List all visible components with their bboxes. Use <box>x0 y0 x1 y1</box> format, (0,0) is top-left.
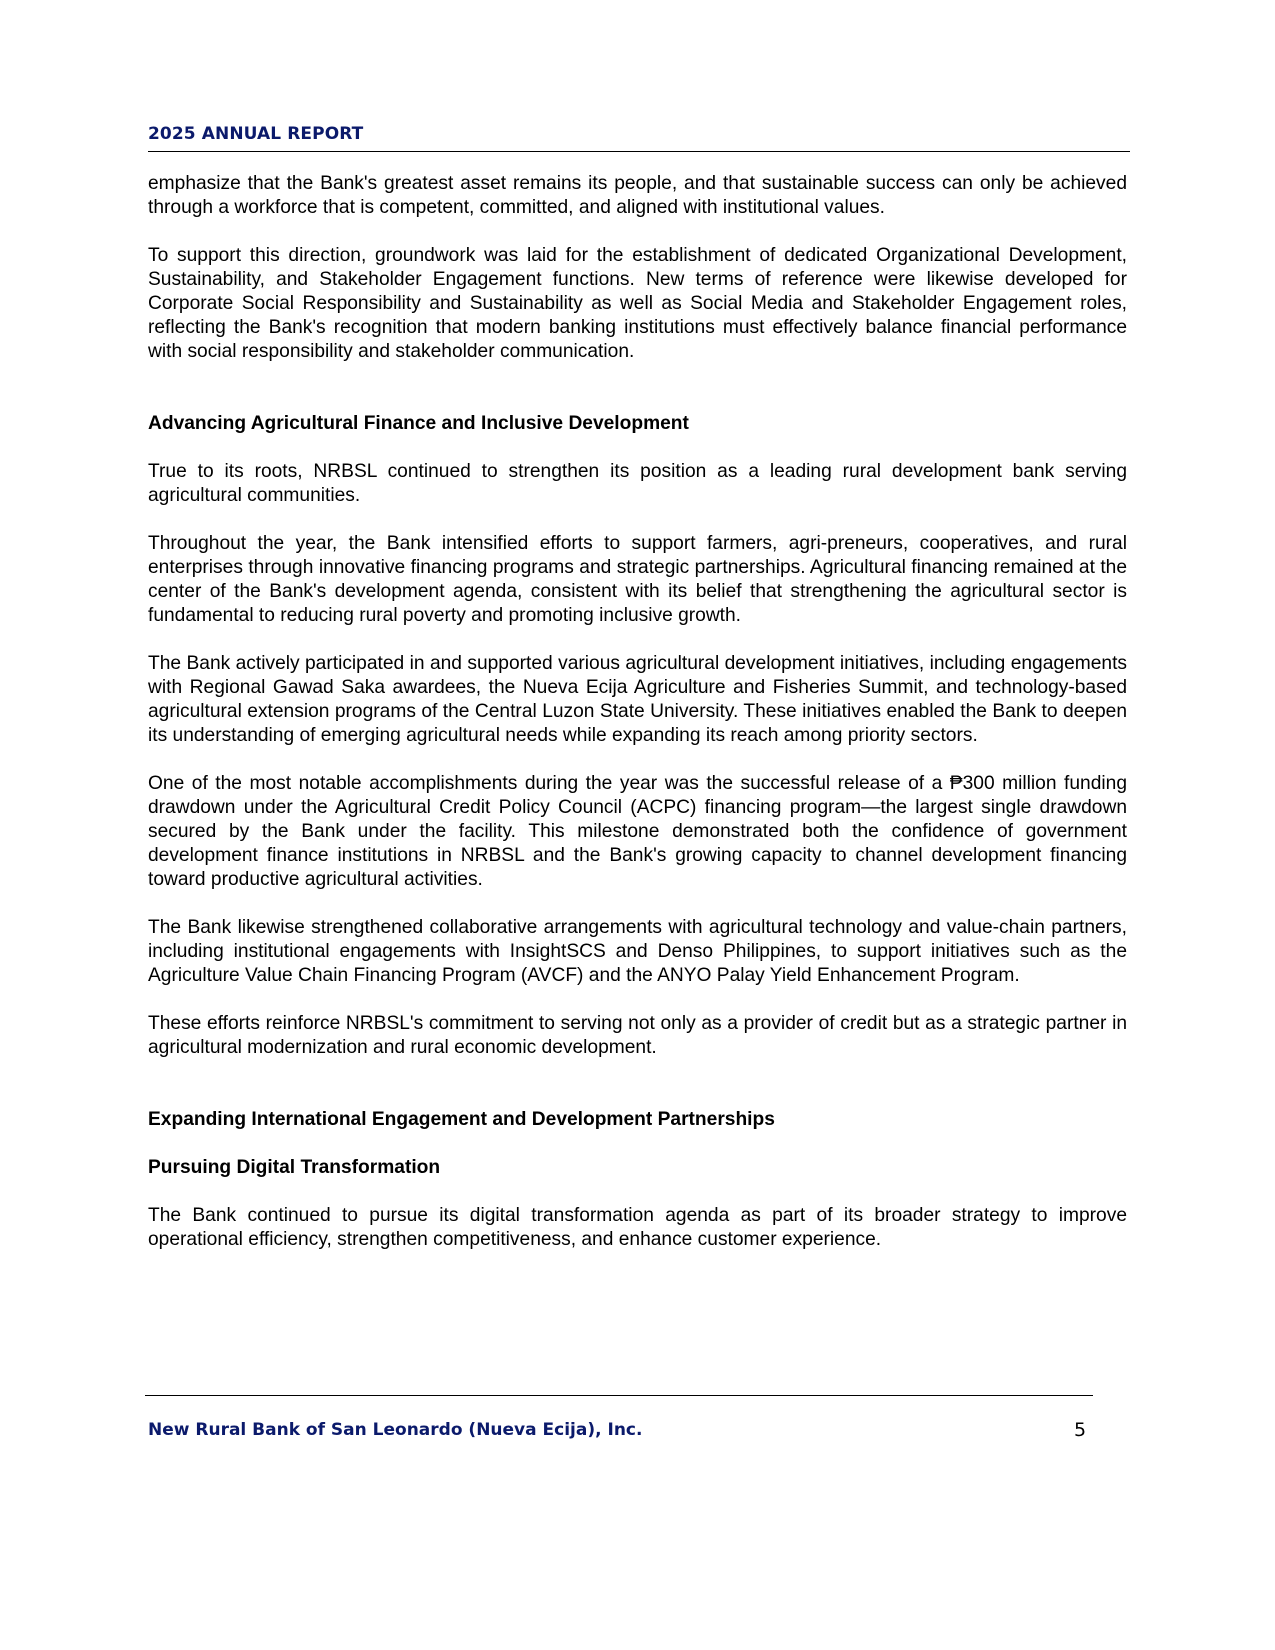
report-title: 2025 ANNUAL REPORT <box>148 124 364 144</box>
paragraph-workforce-values: emphasize that the Bank's greatest asset remains its people, and that sustainable success can only be achieved through a workforce that is competent, committed, and aligned with institutional values. <box>148 173 1127 218</box>
section-heading-digital-transformation: Pursuing Digital Transformation <box>148 1157 441 1178</box>
paragraph-farmer-support: Throughout the year, the Bank intensified efforts to support farmers, agri-preneurs, cooperatives, and rural enterprises through innovative financing programs and strategic partnerships. Agricultural financing remained at the center of the Bank's development agenda, consistent with its belief that strengthening the agricultural sector is fundamental to reducing rural poverty and promoting inclusive growth. <box>148 533 1127 626</box>
section-heading-international-engagement: Expanding International Engagement and Development Partnerships <box>148 1109 775 1130</box>
page-header <box>148 122 1130 152</box>
paragraph-rural-roots: True to its roots, NRBSL continued to strengthen its position as a leading rural development bank serving agricultural communities. <box>148 461 1127 506</box>
paragraph-agri-initiatives: The Bank actively participated in and supported various agricultural development initiatives, including engagements with Regional Gawad Saka awardees, the Nueva Ecija Agriculture and Fisheries Summit, and technology-based agricultural extension programs of the Central Luzon State University. These initiatives enabled the Bank to deepen its understanding of emerging agricultural needs while expanding its reach among priority sectors. <box>148 653 1127 746</box>
section-heading-agricultural-finance: Advancing Agricultural Finance and Inclusive Development <box>148 413 689 434</box>
footer-divider <box>145 1395 1093 1396</box>
page-number: 5 <box>1074 1419 1087 1441</box>
paragraph-acpc-drawdown: One of the most notable accomplishments during the year was the successful release of a ₱300 million funding drawdown under the Agricultural Credit Policy Council (ACPC) financing program—the largest single drawdown secured by the Bank under the facility. This milestone demonstrated both the confidence of government development finance institutions in NRBSL and the Bank's growing capacity to channel development financing toward productive agricultural activities. <box>148 773 1127 890</box>
paragraph-organizational-development: To support this direction, groundwork was laid for the establishment of dedicated Organizational Development, Sustainability, and Stakeholder Engagement functions. New terms of reference were likewise developed for Corporate Social Responsibility and Sustainability as well as Social Media and Stakeholder Engagement roles, reflecting the Bank's recognition that modern banking institutions must effectively balance financial performance with social responsibility and stakeholder communication. <box>148 245 1127 362</box>
paragraph-value-chain-partners: The Bank likewise strengthened collaborative arrangements with agricultural technology and value-chain partners, including institutional engagements with InsightSCS and Denso Philippines, to support initiatives such as the Agriculture Value Chain Financing Program (AVCF) and the ANYO Palay Yield Enhancement Program. <box>148 917 1127 986</box>
footer-bank-name: New Rural Bank of San Leonardo (Nueva Ecija), Inc. <box>148 1420 643 1440</box>
paragraph-strategic-partner: These efforts reinforce NRBSL's commitment to serving not only as a provider of credit but as a strategic partner in agricultural modernization and rural economic development. <box>148 1013 1127 1058</box>
report-body <box>148 172 1127 1276</box>
paragraph-digital-agenda: The Bank continued to pursue its digital transformation agenda as part of its broader strategy to improve operational efficiency, strengthen competitiveness, and enhance customer experience. <box>148 1205 1127 1250</box>
